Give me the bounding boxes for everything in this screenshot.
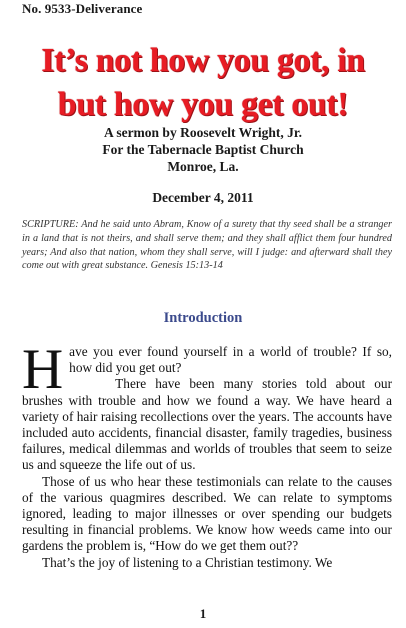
body-text <box>22 338 392 571</box>
scripture-passage: SCRIPTURE: And he said unto Abram, Know of a surety that thy seed shall be a stranger in a land that is not theirs, and shall serve them; and they shall afflict them four hundred years; And also that nation, whom they shall serve, will I judge: and afterward shall they come out with great substance. Genesis 15:13-14 <box>22 219 392 272</box>
sermon-date: December 4, 2011 <box>152 190 254 205</box>
body-paragraph-2: Those of us who hear these testimonials can relate to the causes of the various quagmires described. We can relate to symptoms ignored, leading to major illnesses or over spending our budgets resulting in financial problems. We know how weeds came into our gardens the problem is, “How do we get them out?? <box>22 473 392 554</box>
byline-location: Monroe, La. <box>167 159 239 174</box>
section-heading-introduction: Introduction <box>163 310 243 326</box>
body-paragraph-1-lead: ave you ever found yourself in a world of trouble? If so, how did you get out? <box>69 344 392 376</box>
body-paragraph-1-continued: There have been many stories told about our brushes with trouble and how we found a way. We have heard a variety of hair raising recollections over the years. The accounts have included auto accidents, financial disaster, family tragedies, business failures, medical dilemmas and worlds of troubles that seem to seize us and squeeze the life out of us. <box>22 376 392 473</box>
byline-church: For the Tabernacle Baptist Church <box>102 142 304 157</box>
sermon-title-line-2: but how you get out! <box>57 86 349 123</box>
sermon-title-line-1: It’s not how you got, in <box>41 42 365 79</box>
drop-cap-letter: H <box>22 338 64 401</box>
byline-author: A sermon by Roosevelt Wright, Jr. <box>103 125 303 140</box>
sermon-number: No. 9533-Deliverance <box>22 1 143 16</box>
body-paragraph-3: That’s the joy of listening to a Christian testimony. We <box>42 554 333 570</box>
page-number: 1 <box>199 606 207 621</box>
